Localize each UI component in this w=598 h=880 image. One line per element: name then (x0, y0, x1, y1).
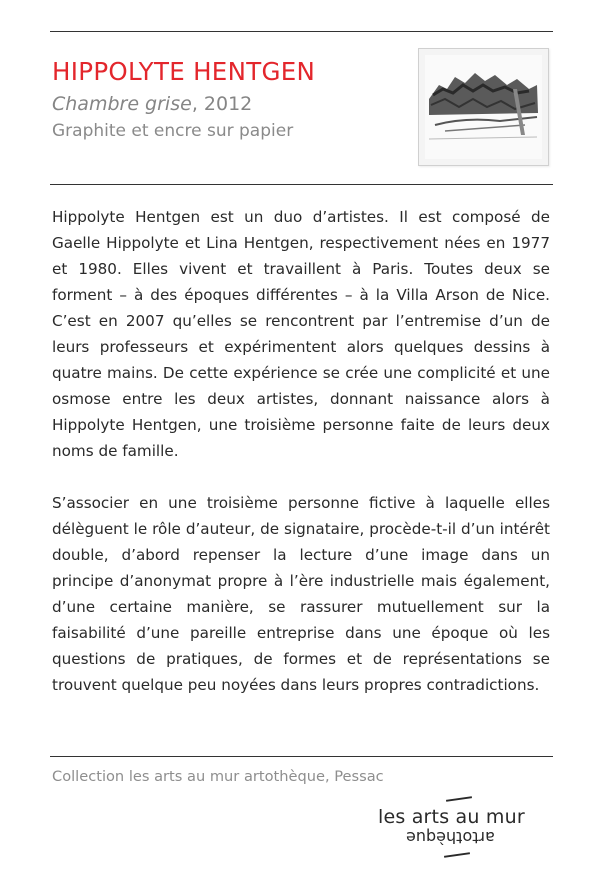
bottom-divider (50, 756, 553, 757)
artwork-header (52, 57, 402, 143)
logo-sub-text: artothèque (406, 828, 495, 847)
top-divider (50, 31, 553, 32)
description-paragraph-1: Hippolyte Hentgen est un duo d’artistes. Il est composé de Gaelle Hippolyte et Lina Hentgen, respectivement nées en 1977 et 1980. Elles vivent et travaillent à Paris. Toutes deux se forment – à des époques différentes – à la Villa Arson de Nice. C’est en 2007 qu’elles se rencontrent par l’entremise d’un de leurs professeurs et expérimentent alors quelques dessins à quatre mains. De cette expérience se crée une complicité et une osmose entre les deux artistes, donnant naissance alors à Hippolyte Hentgen, une troisième personne faite de leurs deux noms de famille. (52, 208, 550, 460)
description-paragraph-2: S’associer en une troisième personne fictive à laquelle elles délèguent le rôle d’auteur, de signataire, procède-t-il d’un intérêt double, d’abord repenser la lecture d’une image dans un principe d’anonymat propre à l’ère industrielle mais également, d’une certaine manière, se rassurer mutuellement sur la faisabilité d’une pareille entreprise dans une époque où les questions de pratiques, de formes et de représentations se trouvent quelque peu noyées dans leurs propres contradictions. (52, 494, 550, 694)
artist-name: HIPPOLYTE HENTGEN (52, 57, 316, 86)
artwork-title: Chambre grise (52, 93, 192, 115)
artwork-year: , 2012 (191, 93, 253, 115)
artist-description (52, 204, 550, 698)
artwork-medium: Graphite et encre sur papier (52, 121, 294, 141)
logo-bottom-mark (444, 852, 470, 858)
logo-main-text: les arts au mur (378, 806, 525, 828)
logo-top-mark (446, 796, 472, 802)
logo (378, 792, 542, 858)
collection-credit: Collection les arts au mur artothèque, Pessac (52, 768, 384, 785)
middle-divider (50, 184, 553, 185)
artwork-thumbnail (418, 48, 549, 166)
artwork-sketch-icon (425, 55, 542, 159)
artwork-title-line (52, 91, 402, 117)
